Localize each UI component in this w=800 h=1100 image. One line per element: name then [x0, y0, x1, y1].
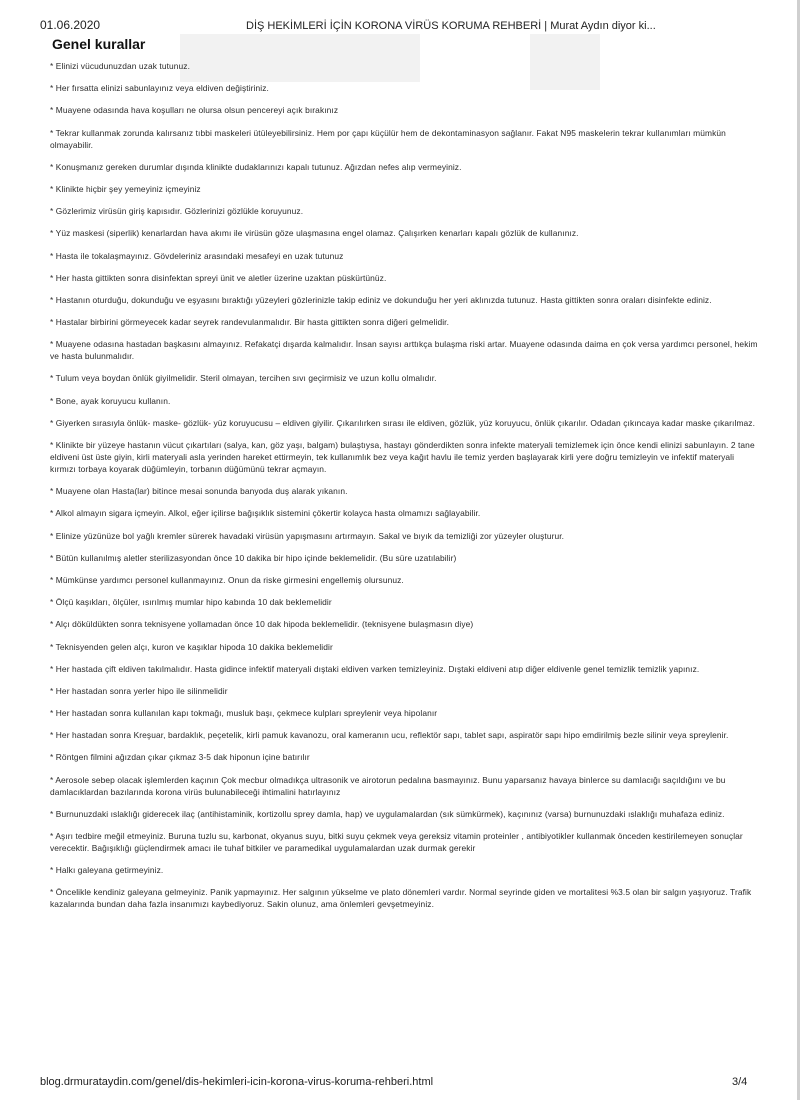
rule-item: * Alçı döküldükten sonra teknisyene yollamadan önce 10 dak hipoda beklemelidir. (teknisyene bulaşmasın diye)	[50, 619, 474, 630]
rule-item: * Hastalar birbirini görmeyecek kadar seyrek randevulanmalıdır. Bir hasta gittikten sonra diğeri gelmelidir.	[50, 317, 450, 328]
rule-item: * Her fırsatta elinizi sabunlayınız veya eldiven değiştiriniz.	[50, 83, 269, 94]
rule-item: * Muayene odasına hastadan başkasını almayınız. Refakatçi dışarda kalmalıdır. İnsan sayısı arttıkça bulaşma riski artar. Muayene odasında daima en çok versa yardımcı personel, hekim ve hasta bulunmalıdır.	[50, 339, 758, 362]
rule-item: * Alkol almayın sigara içmeyin. Alkol, eğer içilirse bağışıklık sistemini çökertir kolayca hasta olmamızı sağlayabilir.	[50, 508, 481, 519]
rule-item: * Hastanın oturduğu, dokunduğu ve eşyasını bıraktığı yüzeyleri gözlerinizle takip ediniz ve dokunduğu her yeri aklınızda tutunuz. Hasta gittikten sonra oraları disinfekte ediniz.	[50, 294, 712, 305]
rule-item: * Yüz maskesi (siperlik) kenarlardan hava akımı ile virüsün göze ulaşmasına engel olamaz. Çalışırken kenarları kapalı gözlük de kullanınız.	[50, 228, 579, 239]
rule-item: * Her hasta gittikten sonra disinfektan spreyi ünit ve aletler üzerine uzaktan püskürtünüz.	[50, 272, 387, 283]
rules-list	[50, 60, 762, 910]
rule-item: * Konuşmanız gereken durumlar dışında klinikte dudaklarınızı kapalı tutunuz. Ağızdan nefes alıp vermeyiniz.	[50, 161, 462, 172]
rule-item: * Mümkünse yardımcı personel kullanmayınız. Onun da riske girmesini engellemiş olursunuz.	[50, 574, 404, 585]
rule-item: * Klinikte bir yüzeye hastanın vücut çıkartıları (salya, kan, göz yaşı, balgam) bulaştıysa, hastayı gönderdikten sonra infekte materyali temizlemek için önce kendi elinizi sabunlayın. 2 tane eldiveni üst üste giyin, kirli materyali asla yerinden hareket ettirmeyin, tek kullanımlık bez veya kağıt havlu ile temiz yerden başlayarak kirli yere doğru temizleyin ve infektif materyali kırmızı torbaya koyarak düğümleyin, torbanın düğümünü tekrar açmayın.	[50, 440, 755, 474]
rule-item: * Aşırı tedbire meğil etmeyiniz. Buruna tuzlu su, karbonat, okyanus suyu, bitki suyu çekmek veya gereksiz vitamin proteinler , antibiyotikler kullanmak önceden kestirilemeyen sonuçlar verecektir. Bağışıklığı güçlendirmek amacı ile tuhaf bitkiler ve paramedikal uygulamalardan uzak durmak gerekir	[50, 831, 743, 853]
rule-item: * Her hastada çift eldiven takılmalıdır. Hasta gidince infektif materyali dıştaki eldiven varken temizleyiniz. Dıştaki eldiveni atıp diğer eldivenle genel temizlik temizlik yapınız.	[50, 663, 700, 674]
rule-item: * Burnunuzdaki ıslaklığı giderecek ilaç (antihistaminik, kortizollu sprey damla, hap) ve uygulamalardan (sık sümkürmek), kaçınınız (varsa) burnunuzdaki ıslaklığı muhafaza ediniz.	[50, 808, 725, 819]
section-heading: Genel kurallar	[52, 36, 146, 52]
rule-item: * Giyerken sırasıyla önlük- maske- gözlük- yüz koruyucusu – eldiven giyilir. Çıkarılırken sırası ile eldiven, gözlük, yüz koruyucu, önlük çıkarılır. Odadan çıkıncaya kadar maske çıkarılmaz.	[50, 417, 755, 428]
rule-item: * Klinikte hiçbir şey yemeyiniz içmeyiniz	[50, 183, 201, 194]
header-title: DİŞ HEKİMLERİ İÇİN KORONA VİRÜS KORUMA REHBERİ | Murat Aydın diyor ki...	[246, 20, 656, 32]
footer-url: blog.drmurataydin.com/genel/dis-hekimleri-icin-korona-virus-koruma-rehberi.html	[40, 1076, 434, 1088]
rule-item: * Öncelikle kendiniz galeyana gelmeyiniz. Panik yapmayınız. Her salgının yükselme ve plato dönemleri vardır. Normal seyrinde giden ve mortalitesi %3.5 olan bir salgın yaşıyoruz. Trafik kazalarında bundan daha fazla insanımızı kaybediyoruz. Sakin olunuz, ama önlemleri gevşetmeyiniz.	[50, 887, 752, 910]
rule-item: * Halkı galeyana getirmeyiniz.	[50, 865, 164, 876]
rule-item: * Bone, ayak koruyucu kullanın.	[50, 395, 171, 406]
rule-item: * Her hastadan sonra yerler hipo ile silinmelidir	[50, 685, 228, 696]
header-date: 01.06.2020	[40, 18, 101, 32]
rule-item: * Aerosole sebep olacak işlemlerden kaçının Çok mecbur olmadıkça ultrasonik ve airotorun pedalına basmayınız. Bunu yaparsanız havaya binlerce su damlacığı saçıldığını ve bu damlacıklardan bazılarında korona virüs bulunabileceği ihtimalini hatırlayınız	[50, 774, 726, 797]
rule-item: * Teknisyenden gelen alçı, kuron ve kaşıklar hipoda 10 dakika beklemelidir	[50, 641, 333, 652]
page-number: 3/4	[732, 1076, 748, 1088]
rule-item: * Muayene olan Hasta(lar) bitince mesai sonunda banyoda duş alarak yıkanın.	[50, 486, 348, 497]
rule-item: * Her hastadan sonra kullanılan kapı tokmağı, musluk başı, çekmece kulpları spreylenir veya hipolanır	[50, 708, 438, 719]
document-body	[50, 36, 762, 921]
rule-item: * Röntgen filmini ağızdan çıkar çıkmaz 3-5 dak hiponun içine batırılır	[50, 752, 310, 763]
rule-item: * Muayene odasında hava koşulları ne olursa olsun pencereyi açık bırakınız	[50, 105, 339, 116]
rule-item: * Her hastadan sonra Kreşuar, bardaklık, peçetelik, kirli pamuk kavanozu, oral kameranın ucu, reflektör sapı, tablet sapı, aspiratör sapı hipo emdirilmiş bezle silinir veya spreylenir.	[50, 730, 729, 741]
rule-item: * Hasta ile tokalaşmayınız. Gövdeleriniz arasındaki mesafeyi en uzak tutunuz	[50, 250, 344, 261]
rule-item: * Ölçü kaşıkları, ölçüler, ısırılmış mumlar hipo kabında 10 dak beklemelidir	[50, 597, 332, 608]
rule-item: * Tulum veya boydan önlük giyilmelidir. Steril olmayan, tercihen sıvı geçirmisiz ve uzun kollu olmalıdır.	[50, 373, 437, 384]
rule-item: * Gözlerimiz virüsün giriş kapısıdır. Gözlerinizi gözlükle koruyunuz.	[50, 206, 304, 217]
rule-item: * Tekrar kullanmak zorunda kalırsanız tıbbi maskeleri ütüleyebilirsiniz. Hem por çapı küçülür hem de dekontaminasyon sağlanır. Fakat N95 maskelerin tekrar kullanımları mümkün olmayabilir.	[50, 127, 726, 150]
rule-item: * Bütün kullanılmış aletler sterilizasyondan önce 10 dakika bir hipo içinde beklemelidir. (Bu süre uzatılabilir)	[50, 552, 457, 563]
rule-item: * Elinizi vücudunuzdan uzak tutunuz.	[50, 61, 191, 71]
rule-item: * Elinize yüzünüze bol yağlı kremler sürerek havadaki virüsün yapışmasını artırmayın. Sakal ve bıyık da temizliği zor yüzeyler oluşturur.	[50, 530, 565, 541]
